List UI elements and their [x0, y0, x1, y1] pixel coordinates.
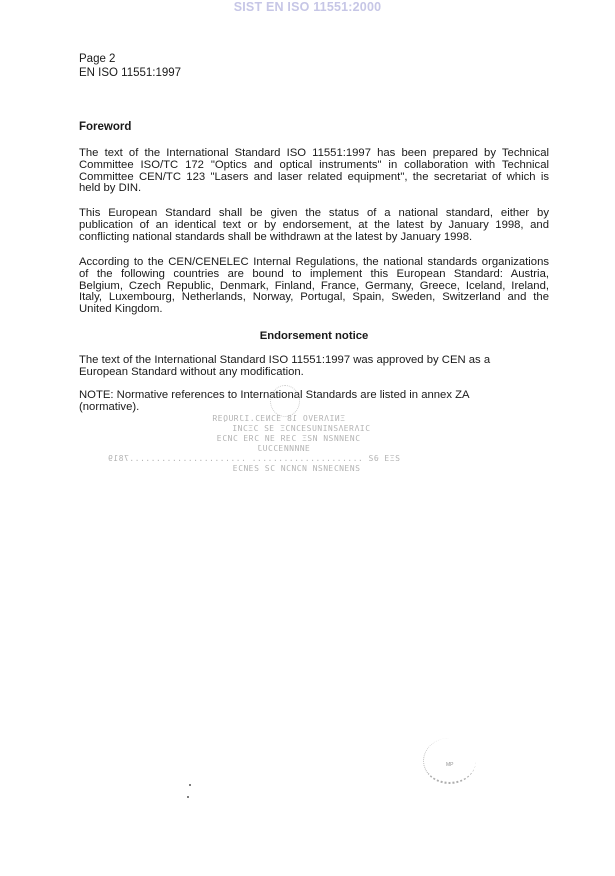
text-line: held by DIN.: [79, 182, 142, 195]
text-line: According to the CEN/CENELEC Internal Regulations, the national standards organizations: [79, 256, 549, 268]
text-line: publication of an identical text or by endorsement, at the latest by January 1998, and: [79, 218, 549, 231]
foreword-heading: Foreword: [79, 121, 132, 133]
text-line: European Standard without any modification.: [79, 365, 304, 378]
page-header: [79, 52, 181, 80]
foreword-paragraph-3: [79, 257, 549, 316]
bleed-row: ΞNIΛЯƎVO 18 ƎƆNƎƆ.IJЯUQƎЯ: [212, 414, 345, 423]
document-watermark: SIST EN ISO 11551:2000: [233, 0, 382, 14]
text-line: United Kingdom.: [79, 303, 163, 316]
foreword-paragraph-2: [79, 208, 549, 243]
text-line: The text of the International Standard ISO 11551:1997 has been prepared by Technical: [79, 147, 549, 159]
bleed-row: ƎИИИИƎƆƆUJ: [256, 444, 310, 453]
bleed-row: ƧΞƎ ƏƧ ..................... ......................7819: [107, 454, 400, 463]
text-line: of the following countries are bound to implement this European Standard: Austria,: [79, 267, 549, 280]
text-line: Committee ISO/TC 172 "Optics and optical instruments" in collaboration with Technical: [79, 158, 549, 171]
small-stamp-mark: [270, 385, 300, 417]
text-line: The text of the International Standard ISO 11551:1997 was approved by CEN as a: [79, 354, 491, 366]
scan-speck: [187, 796, 189, 798]
text-line: NOTE: Normative references to International Standards are listed in annex ZA: [79, 389, 470, 401]
seal-stamp-icon: [423, 738, 476, 784]
standard-id: EN ISO 11551:1997: [79, 67, 182, 79]
endorsement-paragraph: [79, 355, 490, 379]
text-line: Italy, Luxembourg, Netherlands, Norway, Portugal, Spain, Sweden, Switzerland and the: [79, 291, 549, 304]
endorsement-heading: Endorsement notice: [259, 330, 369, 342]
text-line: (normative).: [79, 400, 140, 413]
text-line: This European Standard shall be given the status of a national standard, either by: [79, 207, 549, 219]
text-line: Belgium, Czech Republic, Denmark, Finland, France, Germany, Greece, Iceland, Ireland,: [79, 279, 549, 292]
seal-text: MP: [446, 762, 454, 768]
bleed-row: ƆИƎИИƧИ ИƧΞ ƆƎЯ ƎИ ƆЯƎ ƆИƆƎ: [216, 434, 360, 443]
text-line: conflicting national standards shall be withdrawn at the latest by January 1998.: [79, 230, 473, 243]
foreword-paragraph-1: [79, 148, 549, 195]
text-line: Committee CEN/TC 123 "Lasers and laser related equipment", the secretariat of which is: [79, 170, 549, 183]
bleed-row: ƧИƎИƆƎИƧИ ИƆИƆИ ƆƧ ƧƎИƆƎ: [232, 464, 360, 473]
page-number: Page 2: [79, 53, 116, 65]
bleed-through-stamp-text: [107, 414, 400, 504]
bleed-row: ƆIΛЯƎΛƧИIИUƧƎƆИƆΞ ƎƧ ƆΞƆИI: [231, 424, 370, 433]
scan-speck: [189, 784, 191, 786]
